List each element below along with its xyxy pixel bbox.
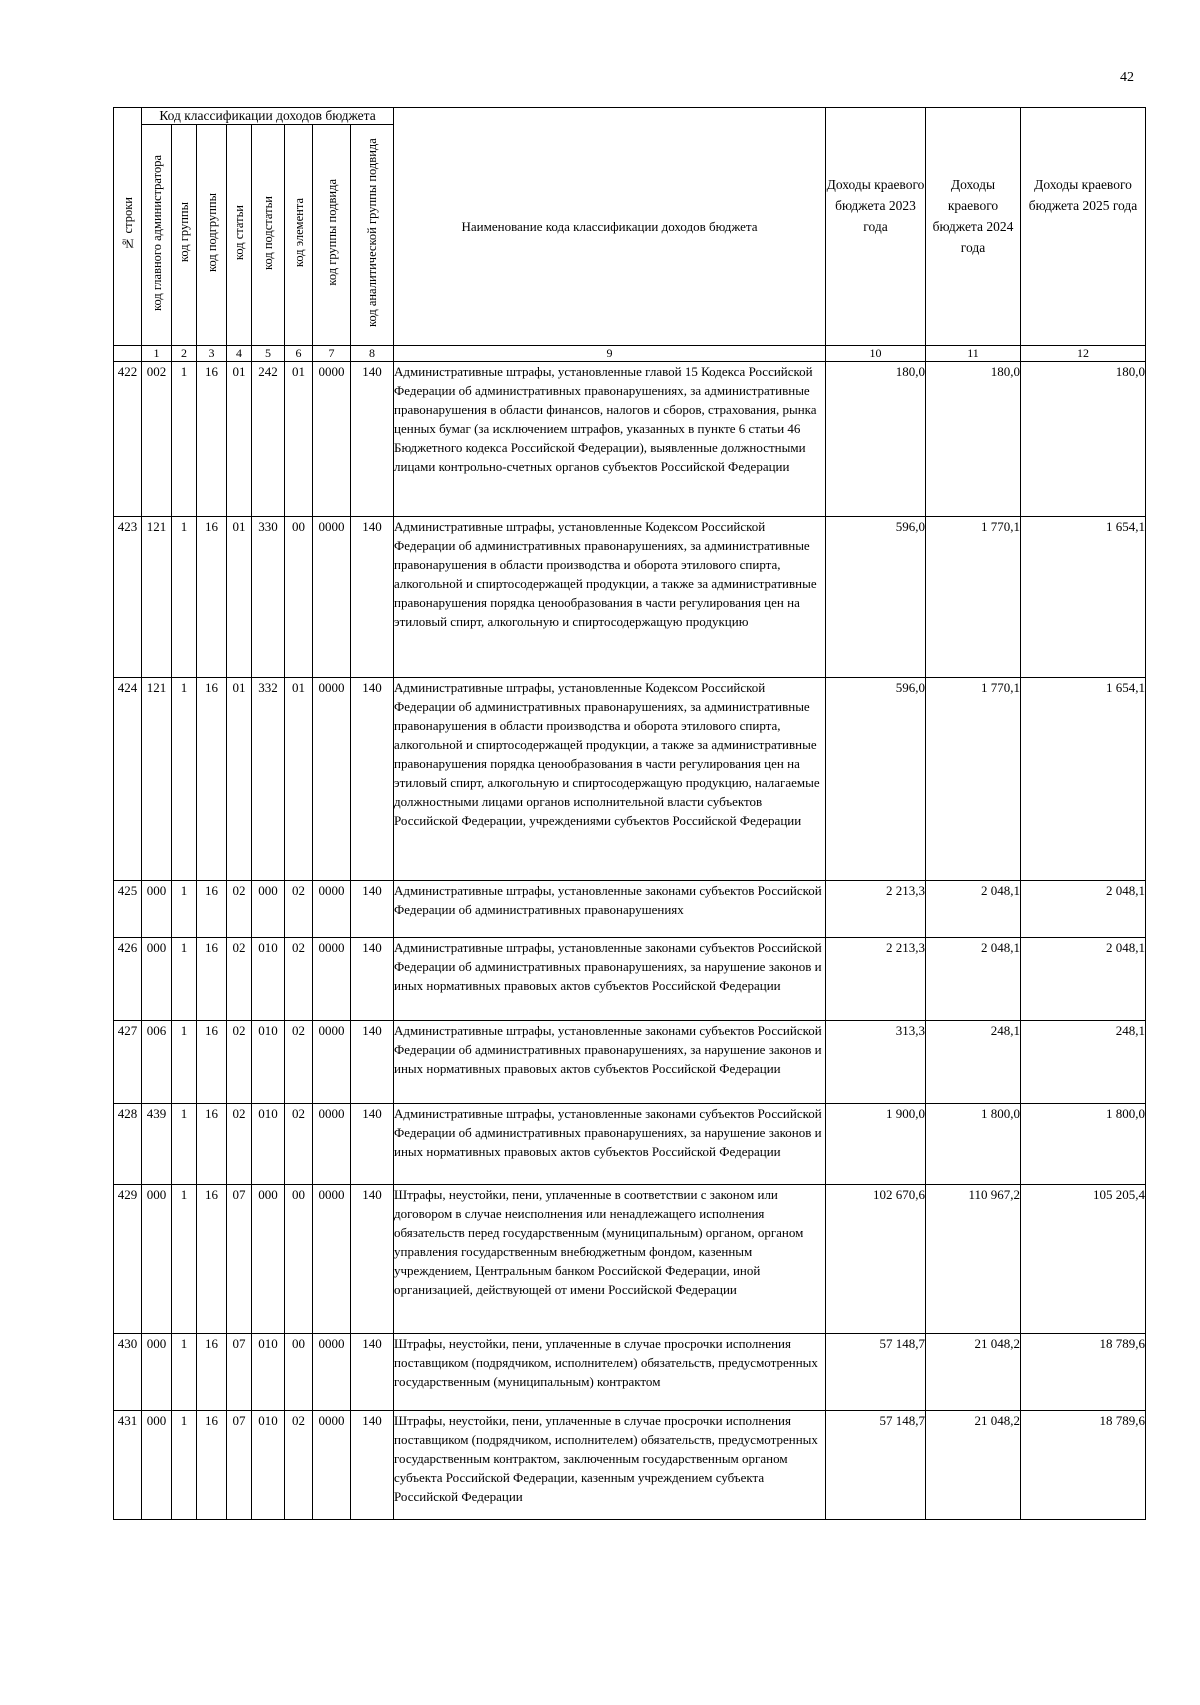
element-code-cell: 01: [285, 362, 313, 517]
income-2024-cell: 2 048,1: [926, 938, 1021, 1021]
subarticle-code-cell: 010: [252, 938, 285, 1021]
income-name-cell: Административные штрафы, установленные Кодексом Российской Федерации об административных правонарушениях, за административные правонарушения в области производства и оборота этилового спирта, алкогольной и спиртосодержащей продукции, а также за административные правонарушения порядка ценообразования в части регулирования цен на этиловый спирт, алкогольную и спиртосодержащую продукцию: [394, 517, 826, 678]
income-2023-cell: 57 148,7: [826, 1334, 926, 1411]
admin-code-cell: 000: [142, 1411, 172, 1520]
subtype-group-code-cell: 0000: [313, 678, 351, 881]
group-code-cell: 1: [172, 881, 197, 938]
row-number-header: № строки: [114, 108, 142, 346]
row-number-cell: 430: [114, 1334, 142, 1411]
income-2023-cell: 1 900,0: [826, 1104, 926, 1185]
subarticle-code-cell: 332: [252, 678, 285, 881]
column-number: 8: [351, 346, 394, 362]
income-2024-cell: 110 967,2: [926, 1185, 1021, 1334]
column-number: 1: [142, 346, 172, 362]
group-code-header: код группы: [172, 125, 197, 346]
analytic-group-code-cell: 140: [351, 678, 394, 881]
group-code-cell: 1: [172, 1104, 197, 1185]
analytic-group-code-cell: 140: [351, 517, 394, 678]
subgroup-code-cell: 16: [197, 678, 227, 881]
row-number-cell: 427: [114, 1021, 142, 1104]
subgroup-code-cell: 16: [197, 1185, 227, 1334]
income-2025-cell: 2 048,1: [1021, 938, 1146, 1021]
subtype-group-code-cell: 0000: [313, 938, 351, 1021]
income-2024-cell: 1 770,1: [926, 517, 1021, 678]
article-code-cell: 02: [227, 938, 252, 1021]
income-2025-cell: 248,1: [1021, 1021, 1146, 1104]
header-row-top: [114, 108, 1146, 125]
table-body: [114, 346, 1146, 1520]
subgroup-code-cell: 16: [197, 362, 227, 517]
analytic-group-code-cell: 140: [351, 362, 394, 517]
column-number: 3: [197, 346, 227, 362]
element-code-cell: 02: [285, 1021, 313, 1104]
subarticle-code-cell: 010: [252, 1334, 285, 1411]
subtype-group-code-cell: 0000: [313, 1021, 351, 1104]
column-number: 10: [826, 346, 926, 362]
article-code-cell: 07: [227, 1185, 252, 1334]
income-2024-cell: 1 770,1: [926, 678, 1021, 881]
subtype-group-code-cell: 0000: [313, 1185, 351, 1334]
table-row: [114, 362, 1146, 517]
income-2024-cell: 2 048,1: [926, 881, 1021, 938]
admin-code-header: код главного администратора: [142, 125, 172, 346]
income-2024-cell: 180,0: [926, 362, 1021, 517]
row-number-cell: 423: [114, 517, 142, 678]
subarticle-code-cell: 000: [252, 881, 285, 938]
article-code-cell: 07: [227, 1411, 252, 1520]
income-2025-cell: 2 048,1: [1021, 881, 1146, 938]
subgroup-code-cell: 16: [197, 1411, 227, 1520]
subgroup-code-cell: 16: [197, 1021, 227, 1104]
analytic-group-code-cell: 140: [351, 1185, 394, 1334]
subgroup-code-header: код подгруппы: [197, 125, 227, 346]
subarticle-code-cell: 000: [252, 1185, 285, 1334]
column-number-row: [114, 346, 1146, 362]
subgroup-code-cell: 16: [197, 881, 227, 938]
income-2025-cell: 1 654,1: [1021, 678, 1146, 881]
admin-code-cell: 121: [142, 678, 172, 881]
column-number: 2: [172, 346, 197, 362]
row-number-cell: 431: [114, 1411, 142, 1520]
group-code-cell: 1: [172, 1021, 197, 1104]
income-name-cell: Штрафы, неустойки, пени, уплаченные в соответствии с законом или договором в случае неисполнения или ненадлежащего исполнения обязательств перед государственным (муниципальным) органом, органом управления государственным внебюджетным фондом, казенным учреждением, Центральным банком Российской Федерации, иной организацией, действующей от имени Российской Федерации: [394, 1185, 826, 1334]
income-2023-cell: 102 670,6: [826, 1185, 926, 1334]
group-code-cell: 1: [172, 938, 197, 1021]
admin-code-cell: 000: [142, 1185, 172, 1334]
subtype-group-code-cell: 0000: [313, 1104, 351, 1185]
admin-code-cell: 002: [142, 362, 172, 517]
income-2025-header: Доходы краевого бюджета 2025 года: [1021, 108, 1146, 346]
admin-code-cell: 439: [142, 1104, 172, 1185]
column-number: [114, 346, 142, 362]
article-code-cell: 02: [227, 1021, 252, 1104]
analytic-group-code-cell: 140: [351, 1104, 394, 1185]
row-number-cell: 428: [114, 1104, 142, 1185]
subarticle-code-header: код подстатьи: [252, 125, 285, 346]
subgroup-code-cell: 16: [197, 1334, 227, 1411]
admin-code-cell: 006: [142, 1021, 172, 1104]
row-number-cell: 422: [114, 362, 142, 517]
group-code-cell: 1: [172, 1411, 197, 1520]
subarticle-code-cell: 010: [252, 1104, 285, 1185]
table-row: [114, 1411, 1146, 1520]
income-2024-cell: 248,1: [926, 1021, 1021, 1104]
column-number: 12: [1021, 346, 1146, 362]
element-code-cell: 00: [285, 517, 313, 678]
subgroup-code-cell: 16: [197, 938, 227, 1021]
income-2025-cell: 1 654,1: [1021, 517, 1146, 678]
income-name-cell: Административные штрафы, установленные законами субъектов Российской Федерации об административных правонарушениях, за нарушение законов и иных нормативных правовых актов субъектов Российской Федерации: [394, 1104, 826, 1185]
table-row: [114, 1104, 1146, 1185]
analytic-group-code-cell: 140: [351, 1411, 394, 1520]
article-code-header: код статьи: [227, 125, 252, 346]
admin-code-cell: 121: [142, 517, 172, 678]
table-row: [114, 938, 1146, 1021]
group-code-cell: 1: [172, 362, 197, 517]
subarticle-code-cell: 010: [252, 1021, 285, 1104]
income-name-cell: Штрафы, неустойки, пени, уплаченные в случае просрочки исполнения поставщиком (подрядчиком, исполнителем) обязательств, предусмотренных государственным контрактом, заключенным государственным органом субъекта Российской Федерации, казенным учреждением субъекта Российской Федерации: [394, 1411, 826, 1520]
income-2023-header: Доходы краевого бюджета 2023 года: [826, 108, 926, 346]
analytic-group-code-cell: 140: [351, 938, 394, 1021]
income-name-cell: Штрафы, неустойки, пени, уплаченные в случае просрочки исполнения поставщиком (подрядчиком, исполнителем) обязательств, предусмотренных государственным (муниципальным) контрактом: [394, 1334, 826, 1411]
element-code-cell: 02: [285, 1104, 313, 1185]
income-name-cell: Административные штрафы, установленные законами субъектов Российской Федерации об административных правонарушениях: [394, 881, 826, 938]
element-code-cell: 02: [285, 881, 313, 938]
article-code-cell: 02: [227, 1104, 252, 1185]
subarticle-code-cell: 242: [252, 362, 285, 517]
group-code-cell: 1: [172, 678, 197, 881]
income-2023-cell: 2 213,3: [826, 881, 926, 938]
table-row: [114, 881, 1146, 938]
subtype-group-code-cell: 0000: [313, 881, 351, 938]
article-code-cell: 01: [227, 678, 252, 881]
element-code-cell: 02: [285, 1411, 313, 1520]
element-code-cell: 02: [285, 938, 313, 1021]
column-number: 9: [394, 346, 826, 362]
subtype-group-code-cell: 0000: [313, 517, 351, 678]
row-number-cell: 426: [114, 938, 142, 1021]
table-row: [114, 517, 1146, 678]
income-name-cell: Административные штрафы, установленные законами субъектов Российской Федерации об административных правонарушениях, за нарушение законов и иных нормативных правовых актов субъектов Российской Федерации: [394, 938, 826, 1021]
income-2025-cell: 18 789,6: [1021, 1334, 1146, 1411]
analytic-group-code-header: код аналитической группы подвида: [351, 125, 394, 346]
table-row: [114, 1334, 1146, 1411]
subtype-group-code-cell: 0000: [313, 362, 351, 517]
analytic-group-code-cell: 140: [351, 1334, 394, 1411]
subtype-group-code-cell: 0000: [313, 1411, 351, 1520]
income-2025-cell: 105 205,4: [1021, 1185, 1146, 1334]
column-number: 6: [285, 346, 313, 362]
subtype-group-code-cell: 0000: [313, 1334, 351, 1411]
income-2023-cell: 596,0: [826, 678, 926, 881]
element-code-cell: 00: [285, 1334, 313, 1411]
row-number-cell: 424: [114, 678, 142, 881]
income-2023-cell: 313,3: [826, 1021, 926, 1104]
article-code-cell: 02: [227, 881, 252, 938]
income-2024-cell: 21 048,2: [926, 1334, 1021, 1411]
admin-code-cell: 000: [142, 938, 172, 1021]
table-row: [114, 678, 1146, 881]
income-2024-cell: 21 048,2: [926, 1411, 1021, 1520]
element-code-cell: 01: [285, 678, 313, 881]
table-row: [114, 1185, 1146, 1334]
column-number: 11: [926, 346, 1021, 362]
group-code-cell: 1: [172, 1334, 197, 1411]
admin-code-cell: 000: [142, 1334, 172, 1411]
article-code-cell: 01: [227, 517, 252, 678]
income-2023-cell: 596,0: [826, 517, 926, 678]
table-row: [114, 1021, 1146, 1104]
subgroup-code-cell: 16: [197, 517, 227, 678]
analytic-group-code-cell: 140: [351, 881, 394, 938]
article-code-cell: 07: [227, 1334, 252, 1411]
row-number-cell: 425: [114, 881, 142, 938]
income-2024-cell: 1 800,0: [926, 1104, 1021, 1185]
row-number-cell: 429: [114, 1185, 142, 1334]
income-name-cell: Административные штрафы, установленные Кодексом Российской Федерации об административных правонарушениях, за административные правонарушения в области производства и оборота этилового спирта, алкогольной и спиртосодержащей продукции, а также за административные правонарушения порядка ценообразования в части регулирования цен на этиловый спирт, алкогольную и спиртосодержащую продукцию, налагаемые должностными лицами органов исполнительной власти субъектов Российской Федерации, учреждениями субъектов Российской Федерации: [394, 678, 826, 881]
name-column-header: Наименование кода классификации доходов бюджета: [394, 108, 826, 346]
budget-income-table: [113, 107, 1146, 1520]
subarticle-code-cell: 010: [252, 1411, 285, 1520]
article-code-cell: 01: [227, 362, 252, 517]
income-2023-cell: 57 148,7: [826, 1411, 926, 1520]
code-group-header: Код классификации доходов бюджета: [142, 108, 394, 125]
admin-code-cell: 000: [142, 881, 172, 938]
column-number: 4: [227, 346, 252, 362]
income-2025-cell: 180,0: [1021, 362, 1146, 517]
income-2025-cell: 1 800,0: [1021, 1104, 1146, 1185]
column-number: 7: [313, 346, 351, 362]
subarticle-code-cell: 330: [252, 517, 285, 678]
column-number: 5: [252, 346, 285, 362]
income-name-cell: Административные штрафы, установленные законами субъектов Российской Федерации об административных правонарушениях, за нарушение законов и иных нормативных правовых актов субъектов Российской Федерации: [394, 1021, 826, 1104]
income-2025-cell: 18 789,6: [1021, 1411, 1146, 1520]
element-code-cell: 00: [285, 1185, 313, 1334]
income-2024-header: Доходы краевого бюджета 2024 года: [926, 108, 1021, 346]
income-2023-cell: 180,0: [826, 362, 926, 517]
page-number: 42: [1120, 70, 1134, 85]
analytic-group-code-cell: 140: [351, 1021, 394, 1104]
element-code-header: код элемента: [285, 125, 313, 346]
subtype-group-code-header: код группы подвида: [313, 125, 351, 346]
group-code-cell: 1: [172, 1185, 197, 1334]
income-2023-cell: 2 213,3: [826, 938, 926, 1021]
income-name-cell: Административные штрафы, установленные главой 15 Кодекса Российской Федерации об административных правонарушениях, за административные правонарушения в области финансов, налогов и сборов, страхования, рынка ценных бумаг (за исключением штрафов, указанных в пункте 6 статьи 46 Бюджетного кодекса Российской Федерации), выявленные должностными лицами контрольно-счетных органов субъектов Российской Федерации: [394, 362, 826, 517]
group-code-cell: 1: [172, 517, 197, 678]
subgroup-code-cell: 16: [197, 1104, 227, 1185]
